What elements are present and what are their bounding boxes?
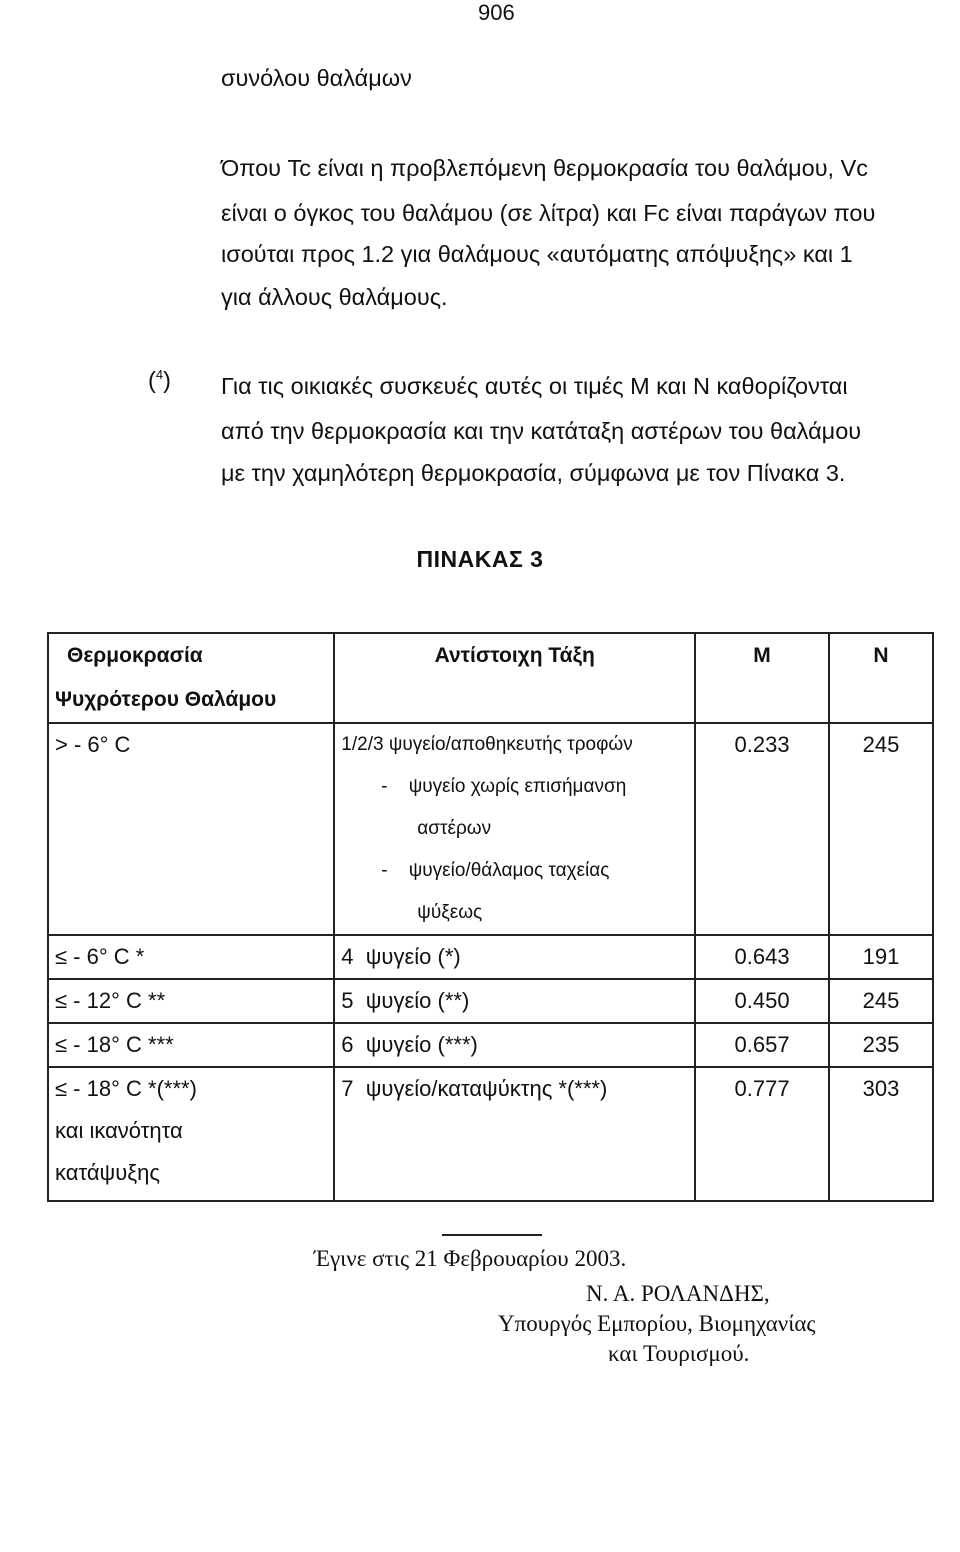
table-row	[48, 979, 933, 1023]
signature-divider	[442, 1234, 542, 1236]
page-number: 906	[478, 0, 515, 25]
table-row	[48, 1023, 933, 1067]
header-class: Αντίστοιχη Τάξη	[334, 633, 695, 723]
table-header-row	[48, 633, 933, 723]
footnote-marker: ($^4$)	[148, 367, 171, 393]
signature-name: Ν. Α. ΡΟΛΑΝΔΗΣ,	[586, 1281, 770, 1306]
cell-n: 245	[829, 979, 933, 1023]
header-n: Ν	[829, 633, 933, 723]
cell-m: 0.777	[695, 1067, 829, 1201]
paragraph-line: συνόλου θαλάμων	[221, 65, 412, 91]
cell-temperature: ≤ - 18° C *(***) και ικανότητα κατάψυξης	[48, 1067, 334, 1201]
cell-temperature: ≤ - 18° C ***	[48, 1023, 334, 1067]
data-table	[47, 632, 934, 1202]
cell-n: 245	[829, 723, 933, 935]
cell-m: 0.643	[695, 935, 829, 979]
cell-temperature: ≤ - 6° C *	[48, 935, 334, 979]
paragraph-line: Όπου Tc είναι η προβλεπόμενη θερμοκρασία του θαλάμου, Vc	[221, 155, 869, 181]
cell-temperature: > - 6° C	[48, 723, 334, 935]
footnote-line: με την χαμηλότερη θερμοκρασία, σύμφωνα με τον Πίνακα 3.	[221, 460, 846, 486]
cell-temperature: ≤ - 12° C **	[48, 979, 334, 1023]
cell-m: 0.233	[695, 723, 829, 935]
paragraph-line: ισούται προς 1.2 για θαλάμους «αυτόματης απόψυξης» και 1	[221, 241, 853, 267]
header-temperature: Θερμοκρασία Ψυχρότερου Θαλάμου	[48, 633, 334, 723]
signature-title: Υπουργός Εμπορίου, Βιομηχανίας	[498, 1311, 816, 1336]
table-title: ΠΙΝΑΚΑΣ 3	[416, 546, 544, 572]
signature-date: Έγινε στις 21 Φεβρουαρίου 2003.	[314, 1246, 627, 1271]
paragraph-line: είναι ο όγκος του θαλάμου (σε λίτρα) και Fc είναι παράγων που	[221, 200, 876, 226]
header-m: Μ	[695, 633, 829, 723]
footnote-line: από την θερμοκρασία και την κατάταξη αστέρων του θαλάμου	[221, 418, 862, 444]
footnote-line: Για τις οικιακές συσκευές αυτές οι τιμές Μ και Ν καθορίζονται	[221, 373, 848, 399]
table-row	[48, 723, 933, 935]
signature-title: και Τουρισμού.	[608, 1341, 750, 1366]
cell-class: 5 ψυγείο (**)	[334, 979, 695, 1023]
cell-class: 7 ψυγείο/καταψύκτης *(***)	[334, 1067, 695, 1201]
cell-m: 0.450	[695, 979, 829, 1023]
cell-class: 6 ψυγείο (***)	[334, 1023, 695, 1067]
cell-n: 191	[829, 935, 933, 979]
table-row	[48, 935, 933, 979]
cell-class: 4 ψυγείο (*)	[334, 935, 695, 979]
cell-n: 303	[829, 1067, 933, 1201]
paragraph-line: για άλλους θαλάμους.	[221, 284, 448, 310]
cell-m: 0.657	[695, 1023, 829, 1067]
cell-class: 1/2/3 ψυγείο/αποθηκευτής τροφών - ψυγείο χωρίς επισήμανση αστέρων - ψυγείο/θάλαμος ταχείας ψύξεως	[334, 723, 695, 935]
table-row	[48, 1067, 933, 1201]
cell-n: 235	[829, 1023, 933, 1067]
